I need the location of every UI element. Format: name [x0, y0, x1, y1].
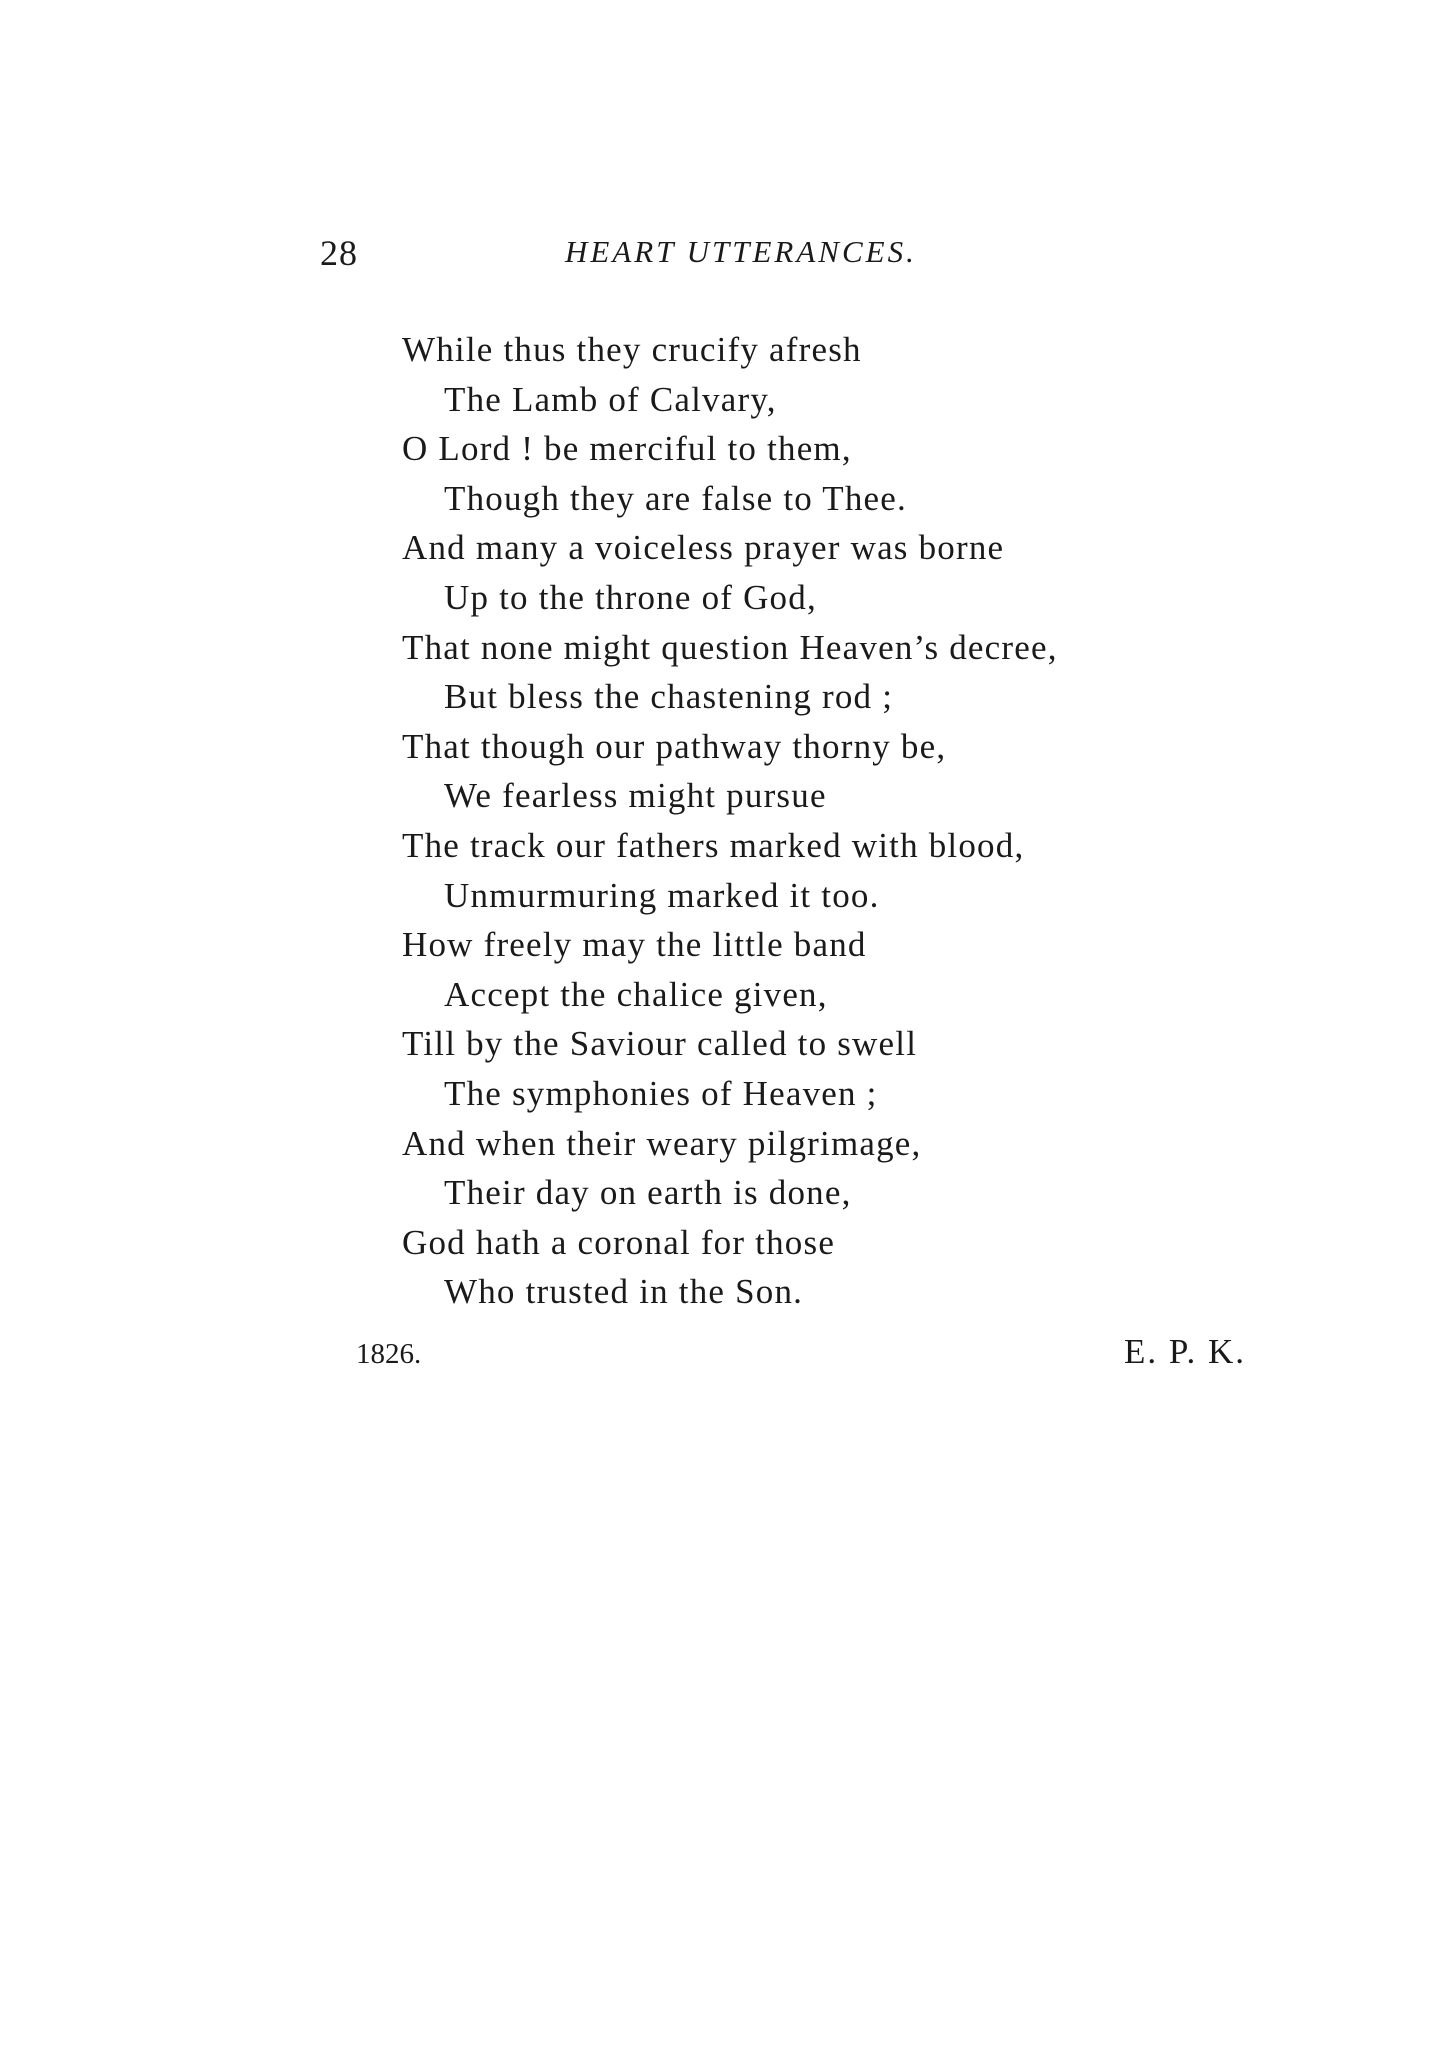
- poem-line: Up to the throne of God,: [444, 577, 817, 617]
- poem-footer: [356, 1332, 1246, 1388]
- poem-line: Accept the chalice given,: [444, 974, 828, 1014]
- author-initials: E. P. K.: [1124, 1332, 1246, 1371]
- poem-line: That none might question Heaven’s decree,: [402, 627, 1058, 667]
- poem-line: But bless the chastening rod ;: [444, 677, 894, 717]
- poem-line: Who trusted in the Son.: [444, 1272, 804, 1312]
- poem-line: That though our pathway thorny be,: [402, 726, 947, 766]
- running-head: [320, 232, 1280, 282]
- poem: [402, 325, 1302, 1317]
- poem-line: The track our fathers marked with blood,: [402, 825, 1025, 865]
- poem-line: God hath a coronal for those: [402, 1222, 836, 1262]
- poem-line: Unmurmuring marked it too.: [444, 875, 880, 915]
- poem-line: How freely may the little band: [402, 925, 867, 965]
- poem-line: Till by the Saviour called to swell: [402, 1024, 918, 1064]
- page-number: 28: [320, 233, 358, 273]
- poem-line: Their day on earth is done,: [444, 1173, 852, 1213]
- poem-line: O Lord ! be merciful to them,: [402, 429, 852, 469]
- poem-line: We fearless might pursue: [444, 776, 827, 816]
- poem-line: The Lamb of Calvary,: [444, 379, 777, 419]
- poem-line: And many a voiceless prayer was borne: [402, 528, 1005, 568]
- poem-line: While thus they crucify afresh: [402, 330, 862, 369]
- poem-date: 1826.: [356, 1338, 422, 1370]
- poem-line: Though they are false to Thee.: [444, 478, 907, 518]
- poem-line: And when their weary pilgrimage,: [402, 1123, 922, 1163]
- running-title: HEART UTTERANCES.: [565, 234, 917, 269]
- poem-line: The symphonies of Heaven ;: [444, 1073, 878, 1113]
